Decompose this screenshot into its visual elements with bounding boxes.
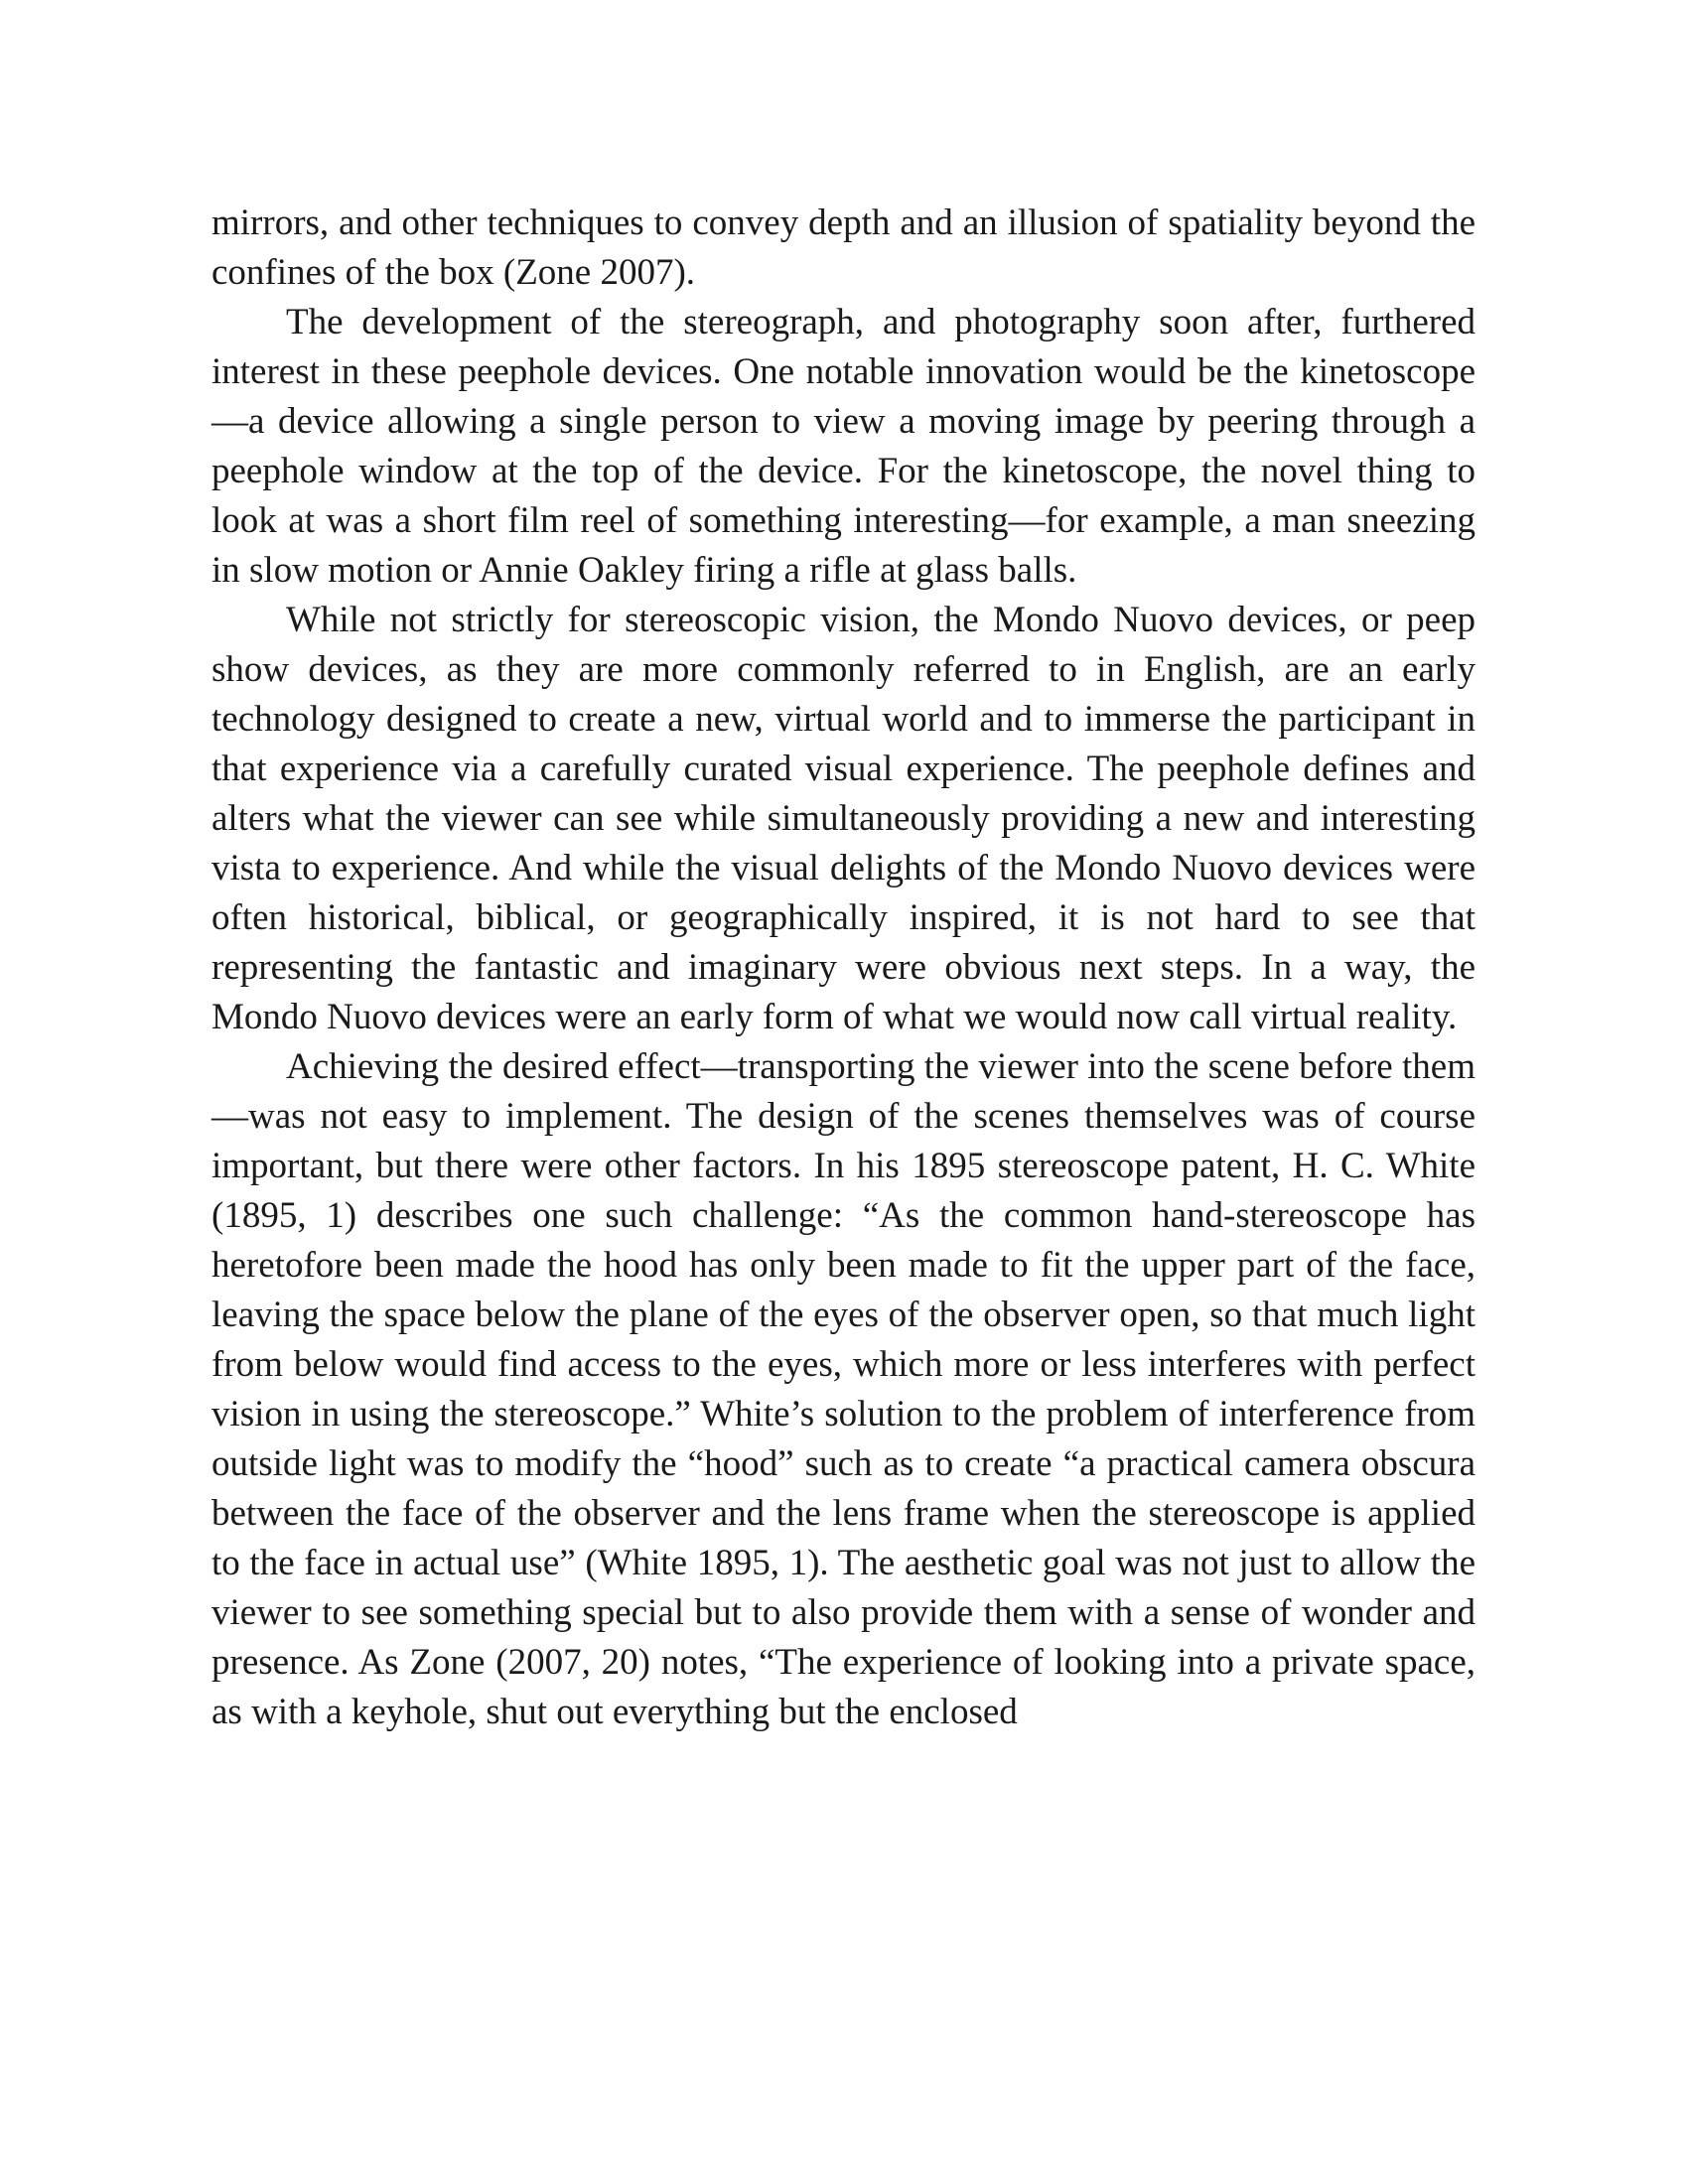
document-page [211, 199, 1476, 1737]
paragraph-continuation: mirrors, and other techniques to convey depth and an illusion of spatiality beyond the confines of the box (Zone 2007). [211, 203, 1476, 293]
paragraph-mondo-nuovo: While not strictly for stereoscopic vision, the Mondo Nuovo devices, or peep show devices, as they are more commonly referred to in English, are an early technology designed to create a new, virtual world and to immerse the participant in that experience via a carefully curated visual experience. The peephole defines and alters what the viewer can see while simultaneously providing a new and interesting vista to experience. And while the visual delights of the Mondo Nuovo devices were often historical, biblical, or geographically inspired, it is not hard to see that representing the fantastic and imaginary were obvious next steps. In a way, the Mondo Nuovo devices were an early form of what we would now call virtual reality. [211, 600, 1476, 1037]
paragraph-kinetoscope: The development of the stereograph, and photography soon after, furthered interest in these peephole devices. One notable innovation would be the kinetoscope—a device allowing a single person to view a moving image by peering through a peephole window at the top of the device. For the kinetoscope, the novel thing to look at was a short film reel of something interesting—for example, a man sneezing in slow motion or Annie Oakley firing a rifle at glass balls. [211, 302, 1476, 591]
paragraph-stereoscope-hood: Achieving the desired effect—transporting the viewer into the scene before them—was not easy to implement. The design of the scenes themselves was of course important, but there were other factors. In his 1895 stereoscope patent, H. C. White (1895, 1) describes one such challenge: “As the common hand-stereoscope has heretofore been made the hood has only been made to fit the upper part of the face, leaving the space below the plane of the eyes of the observer open, so that much light from below would find access to the eyes, which more or less interferes with perfect vision in using the stereoscope.” White’s solution to the problem of interference from outside light was to modify the “hood” such as to create “a practical camera obscura between the face of the observer and the lens frame when the stereoscope is applied to the face in actual use” (White 1895, 1). The aesthetic goal was not just to allow the viewer to see something special but to also provide them with a sense of wonder and presence. As Zone (2007, 20) notes, “The experience of looking into a private space, as with a keyhole, shut out everything but the enclosed [211, 1046, 1476, 1732]
